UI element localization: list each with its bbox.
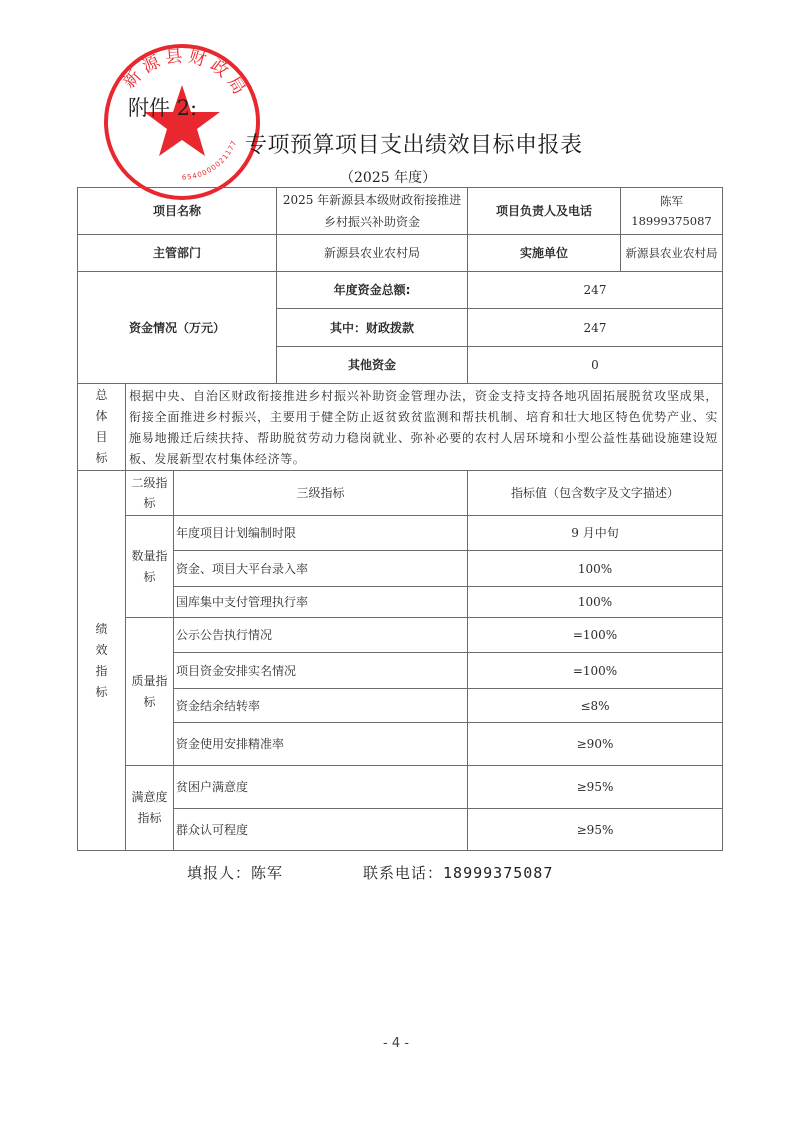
level2-header [125,470,174,516]
funds-total-label: 年度资金总额: [276,271,468,309]
indicator-row-name: 资金、项目大平台录入率 [173,550,468,587]
group-name-text: 数量指 [131,548,168,563]
group-satisfaction [125,765,174,851]
group-name-text: 指标 [137,811,162,825]
perf-label-char: 效 [95,642,108,657]
project-lead-value: 陈军 18999375087 [620,187,723,235]
funds-other-value: 0 [467,346,723,384]
indicator-row-name: 国库集中支付管理执行率 [173,586,468,618]
group-name-text: 标 [143,569,156,584]
indicator-row-name: 公示公告执行情况 [173,617,468,653]
attachment-label: 附件 2: [128,96,198,120]
impl-unit-label: 实施单位 [467,234,621,272]
perf-label-char: 绩 [95,621,108,636]
year-label: （2025 年度） [340,170,437,186]
funds-fiscal-value: 247 [467,308,723,347]
dept-label: 主管部门 [77,234,277,272]
indicator-value-header: 指标值（包含数字及文字描述） [467,470,723,516]
group-name-text: 质量指 [131,673,168,688]
contact-phone: 联系电话：18999375087 [363,864,554,882]
seal-code-text: 6540000021177 [181,138,239,182]
indicator-row-value: ≥95% [467,765,723,809]
project-lead-label: 项目负责人及电话 [467,187,621,235]
indicator-row-name: 资金结余结转率 [173,688,468,723]
funds-label: 资金情况（万元） [77,271,277,384]
indicator-row-name: 年度项目计划编制时限 [173,515,468,551]
perf-label-char: 指 [95,663,108,678]
indicator-row-value: ≤8% [467,688,723,723]
performance-target-table [77,187,723,851]
indicator-row-value: 100% [467,586,723,618]
group-name-text: 满意度 [131,790,168,804]
dept-value: 新源县农业农村局 [276,234,468,272]
header-text: 标 [143,496,156,510]
funds-other-label: 其他资金 [276,346,468,384]
form-footer [187,862,633,883]
perf-label-char: 标 [95,684,108,699]
overall-goal-label [77,383,126,471]
indicator-row-value: =100% [467,617,723,653]
project-name-label: 项目名称 [77,187,277,235]
official-seal [97,40,267,205]
level3-header: 三级指标 [173,470,468,516]
goal-label-char: 目 [95,430,108,444]
indicator-row-name: 贫困户满意度 [173,765,468,809]
indicator-row-name: 资金使用安排精准率 [173,722,468,766]
indicator-row-name: 项目资金安排实名情况 [173,652,468,689]
goal-label-char: 体 [95,409,108,423]
performance-indicators-label [77,470,126,851]
funds-fiscal-label: 其中：财政拨款 [276,308,468,347]
goal-label-char: 总 [95,388,108,402]
indicator-row-name: 群众认可程度 [173,808,468,851]
indicator-row-value: =100% [467,652,723,689]
page-number: - 4 - [383,1036,409,1051]
seal-org-text: 新源县财政局 [119,46,252,103]
indicator-row-value: 100% [467,550,723,587]
indicator-row-value: ≥90% [467,722,723,766]
indicator-row-value: ≥95% [467,808,723,851]
group-name-text: 标 [143,694,156,709]
goal-label-char: 标 [95,451,108,465]
indicator-row-value: 9 月中旬 [467,515,723,551]
impl-unit-value: 新源县农业农村局 [620,234,723,272]
project-name-value: 2025 年新源县本级财政衔接推进乡村振兴补助资金 [276,187,468,235]
group-quality [125,617,174,766]
funds-total-value: 247 [467,271,723,309]
page-title: 专项预算项目支出绩效目标申报表 [245,133,583,158]
header-text: 二级指 [131,476,168,490]
overall-goal-text: 根据中央、自治区财政衔接推进乡村振兴补助资金管理办法，资金支持支持各地巩固拓展脱贫攻坚成果，衔接全面推进乡村振兴，主要用于健全防止返贫致贫监测和帮扶机制、培育和壮大地区特色优势产业、实施易地搬迁后续扶持、帮助脱贫劳动力稳岗就业、弥补必要的农村人居环境和小型公益性基础设施建设短板、发展新型农村集体经济等。 [125,383,723,471]
filler-name: 填报人：陈军 [187,864,284,882]
group-quantity [125,515,174,618]
seal-graphic [97,40,267,205]
